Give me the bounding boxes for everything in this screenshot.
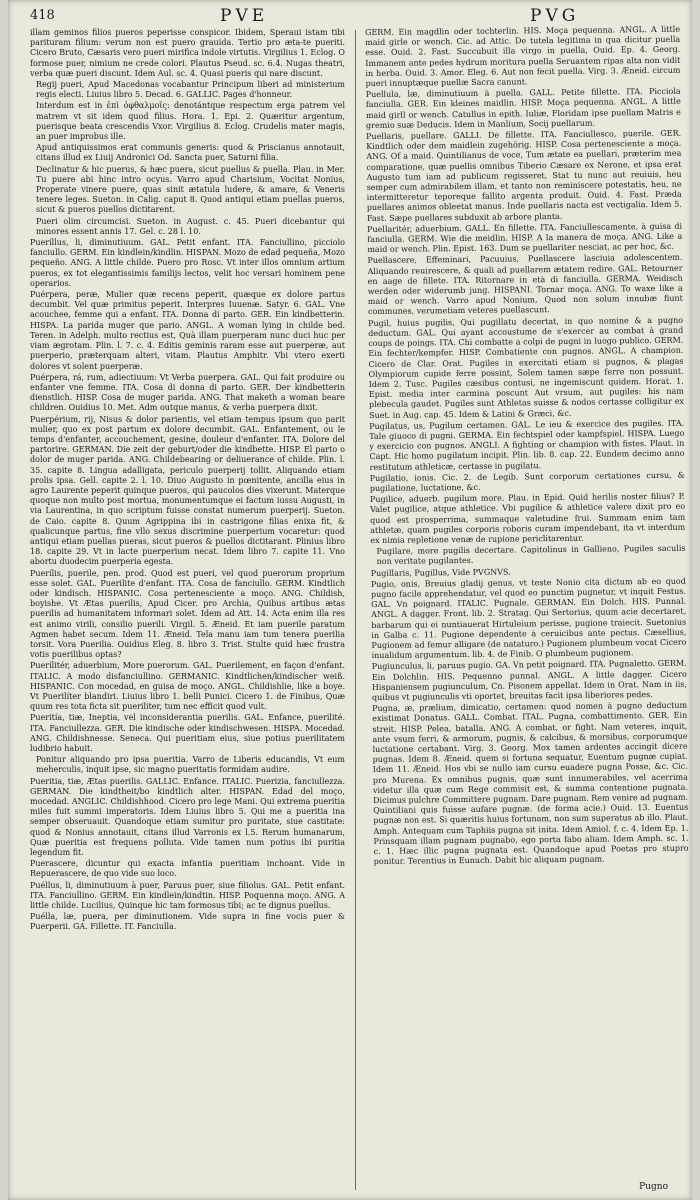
entry: Puerílitér, aduerbium, More puerorum. GAL. Puerilement, en façon d'enfant. ITALIC. A modo disfanciullino. GERMANIC. Kindtlichen/kindischer weiß. HISPANIC. Con mocedad, en guisa de moço. ANGL. Childishlie, like a boye. Vt Puerilíter blandiri. Liuius libro 1. belli Punici. Cicero 1. de Finibus, Quæ quum res tota ficta sit pueriliter, tum nec efficit quod vult. [30,661,345,712]
entry: Pugna, æ, prælium, dimicatio, certamen: quod nomen à pugno deductum existimat Donatus. GALL. Combat. ITAL. Pugna, combattimento. GER. Ein streit. HISP. Pelea, batalla. ANG. A combat, or fight. Nam veteres, inquit, ante vsum ferri, & armorum, pugnis, & calcibus, & morsibus, corporumque luctatione certabant. Virg. 3. Georg. Mox tamen ardentes accingit dicere pugnas. Idem 8. Æneid. quem si fortuna sequatur, Euentum pugnæ cupiat. Idem 11. Æneid. Hos vbi se nullo iam cursu euadere pugna Posse, &c. Cic. pro Murena. Ex omnibus pugnis, quæ sunt innumerabiles, vel acerrima videtur illa quæ cum Rege commisit est, & summa contentione pugnata. Dicimus pulchre Committere pugnam. Dare pugnam. Rem venire ad pugnam. Quintiliani quis fuisse aufare pugnæ. (de forma acie.) Ouid. 13. Euentus pugnæ non est. Si quæritis huius fortunam, non sum superatus ab illo. Plaut. Amph. Antequam cum Taphiis pugna sit inita. Idem Amiol. f. c. 4. Idem Ep. 1. Prinsquam illam pugnam pugnabo, ego porta fabo aliam. Idem Amph. sc. 1. c. 1. Hæc illic pugna pugnata est. Quandoque apud Poetas pro stupro ponitur. Terentius in Eunuch. Dabit hic aliquam pugnam. [372,700,689,867]
text-columns [30,24,689,1190]
entry: Pugiunculus, li, paruus pugio. GA. Vn petit poignard. ITA. Pugnaletto. GERM. Ein Dolchlin. HIS. Pequenno punnal. ANGL. A little dagger. Cicero Hispaniensem pugiunculum, Cn. Pisonem appellat. Idem in Orat. Nam in iis, quibus vt pugiunculis vti oportet, breuitas facit ipsa liberiores pedes. [371,659,687,702]
entry: Pugil, huius pugilis, Qui pugillatu decertat, in quo nomine & a pugno deductum. GAL. Qui ayant accoustume de s'exercer au combat à grand coups de poings. ITA. Chi combatte a colpi de pugni in luogo publico. GERM. Ein fechter/kempfer. HISP. Combatiente con pugnos. ANGL. A champion. Cicero de Clar. Orat. Pugiles in exercitati etiam si pugnos, & plagas Olympiorum cupide ferre possint, Solem tamen sæpe ferre non possunt. Idem 2. Tusc. Pugiles cæsibus contusi, ne ingemiscunt quidem. Horat. 1. Epist. media inter carmina poscunt Aut vrsum, aut pugiles: his nam plebecula gaudet. Pugiles sunt Athletas suisse & nodos certasse colligitur ex Suet. in Aug. cap. 45. Idem & Latini & Græci, &c. [368,315,684,420]
entry: Interdum est in ἐπὶ ὀφθαλμοῖς: denotántque respectum erga patrem vel matrem vt sit idem quod filius. Hora. 1. Epi. 2. Quæritur argentum, puerisque beata crescendis Vxor. Virgilius 8. Eclog. Crudelis mater magis, an puer improbus ille. [36,101,345,142]
entry: Pueri olim circumcisi. Sueton. in August. c. 45. Pueri dicebantur qui minores essent annis 17. Gel. c. 28 l. 10. [36,216,345,236]
entry: Pugillaris, Pugillus, Vide PVGNVS. [370,567,511,578]
catchword: Pugno [639,1182,668,1192]
page-number: 418 [30,8,55,23]
entry: Apud antiquissimos erat communis generis: quod & Priscianus annotauit, citans illud ex Liuij Andronici Od. Sancta puer, Saturni filia. [36,143,345,163]
entry: Pueritia, tiæ, Ætas puerilis. GALLIC. Enfance. ITALIC. Puerizia, fanciullezza. GERMAN. Die kindtheit/bo kindtlich alter. HISPAN. Edad del moço, mocedad. ANGLIC. Childishhood. Cicero pro lege Mani. Qui extrema pueritia miles fuit summi imperatoris. Idem Liuius libro 5. Qui me a pueritia ina semper obseruauit. Quandoque etiam sumitur pro puritate, siue castitate: quod & Nonius annotauit, citans illud Varronis ex l.5. Rerum humanarum, Quæ pueritia est frequens polluta. Vide tamen num potius ibi puritia legendum fit. [30,776,345,858]
entry: Pueritía, tiæ, Ineptia, vel inconsiderantia puerilis. GAL. Enfance, puerilité. ITA. Fanciullezza. GER. Die kindische oder kindischwesen. HISPA. Mocedad. ANG. Childishnesse. Seneca. Qui pueritiam eius, siue potius puerilitatem ludibrio habuit. [30,713,345,754]
entry: Puerascere, dicuntur qui exacta infantia pueritiam inchoant. Vide in Repuerascere, de quo vide suo loco. [30,859,345,879]
entry: Puéllus, li, diminutiuum à puer, Paruus puer, siue filiolus. GAL. Petit enfant. ITA. Fanciullino. GERM. Ein kindlein/kindtin. HISP. Poquenna moço. ANG. A little childe. Lucilius, Quinque hic tam formosus tibi; ac te dignus puellus. [30,880,345,911]
entry: Regij pueri, Apud Macedonas vocabantur Principum liberi ad ministerium regis electi. Liuius libro 5. Decad. 6. GALLIC. Pages d'honneur. [36,80,345,100]
entry: Ponitur aliquando pro ipsa pueritia. Varro de Liberis educandis, Vt eum meherculis, inquit ipse, sic magno pueritatis formidam audire. [36,755,345,775]
entry: Pugilatio, ionis. Cic. 2. de Legib. Sunt corporum certationes cursu, & pugilatione, luctatione, &c. [369,470,685,493]
entry: Pueríllus, li, diminutiuum. GAL. Petit enfant. ITA. Fanciullino, picciolo fanciullo. GERM. Ein kindlein/kindlin. HISPAN. Mozo de edad pequeña, Mozo pequeño. ANG. A little childe. Puero pro Rosc. Vt inter illos omnium artium pueros, ex tot elegantissimis familijs lectos, velit hoc versari hominem pene operarios. [30,238,345,288]
entry: Puellaritér, aduerbium. GALL. En fillette. ITA. Fanciullescamente, à guisa di fanciulla. GERM. Wie die meidlin. HISP. A la manera de moça. ANG. Like a maid or wench. Plin. Epist. 163. Dum se puellariter nesciat, ac per hoc, &c. [367,221,683,255]
column-divider [355,30,356,1190]
entry: Declinatur & hic puerus, & hæc puera, sicut puellus & puella. Plau. in Mer. Tu puere abi hinc intro ocyus. Varro apud Charisium, Vocitat Nonius, Properate vinere puere, quas sinit ætatula ludere, & amare, & Veneris tenere leges. Sueton. in Calig. caput 8. Quod antiqui etiam puellas pueros, sicut & pueros puellos dictitarent. [36,164,345,215]
dictionary-page [8,0,692,1200]
entry: Pugilare, more pugilis decertare. Capitolinus in Gallieno, Pugiles saculis non veritate pugilantes. [376,543,686,567]
entry: Puérpera, peræ, Mulier quæ recens peperit, quæque ex dolore partus decumbit. Vel quæ primitus peperit. Interpres Iuuenæ. Satyr. 6. GAL. Vne acouchee, femme qui a enfant. ITA. Donna di parto. GER. Ein kindbetterin. HISPA. La parida muger que pario. ANGL. A woman lying in childe bed. Teren. in Adelph. multo rectius est, Quà illam puerperam nunc duci huc per viam ægrotam. Plin. l. 7. c. 4. Editis geminis raram esse aut puerperæ, aut puerperio, præterquam alteri, vitam. Plautus Amphitr. Vbi vtero exerti dolores vt solent puerperæ. [30,290,345,371]
right-running-head: PVG [530,6,580,26]
entry: illam geminos filios pueros peperisse conspicor. Ibidem, Speraui istam tibi parituram filium: verum non est puero grauida. Tertio pro æta-te pueriti. Cicero Bruto, Cæsaris vero pueri mirifica indole virtutis. Virgilius 1. Eclog. O formose puer, nimium ne crede colori. Plautus Pseud. sc. 6.4. Nugas theatri, verba quæ pueri discunt. Idem Aul. sc. 4. Quasi pueris qui nare discunt. [30,28,345,78]
entry: Puellaris, puellare. GALLI. De fillette. ITA. Fanciullesco, puerile. GER. Kindtlich oder dem maidlein zugehörig. HISP. Cosa pertenesciente a moça. ANG. Of a maid. Quintilianus de voce, Tum ætate ea puellari, præterim mea comparatione, quæ puellis omnibus Tiberio Cæsare ex Nerone, et ipsa erat Augusto tum iam ad publicum regisseret, Stat tu nunc aut reuiuis, heu semper cum admirabilem illam, et tanto non reminiscere potestatis, heu, ne intermitteretur teporeque fallito argenta produit. Ouid. 4. Fast. Præda puellares animos obleetat manus. Inde puellaris nacta est vectigalia. Idem 5. Fast. Sæpe puellares subduxit ab arbore planta. [366,128,682,223]
entry: Puélla, læ, puera, per diminutionem. Vide supra in fine vocis puer & Puerperii. GA. Fillette. IT. Fanciulla. [30,912,345,932]
entry: Pugilatus, us, Pugilum certamen. GAL. Le ieu & exercice des pugiles. ITA. Tale giuoco di pugni. GERMA. Ein fechtspiel oder kampfspiel. HISPA. Luego y exercicio con pugnos. ANGLI. A fighting or champion with fistes. Plaut. in Capt. Hic homo pugilatum incipit. Plin. lib. 8. cap. 22. Eundem decimo anno restitutum athleticæ, certasse in pugilatu. [369,418,685,472]
entry: Puellula, læ, diminutiuum à puella. GALL. Petite fillette. ITA. Picciola fanciulla. GER. Ein kleines maidlin. HISP. Moça pequenna. ANGL. A little maid girll or wench. Catullus in epith. Iuliæ, Floridam ipse puellam Matris e gremio suæ Deducis. Idem in Manlium, Socij puellarum. [365,86,681,130]
right-column [365,25,692,1190]
running-header [30,6,674,28]
entry: Pugilice, aduerb. pugilum more. Plau. in Epid. Quid herilis noster filius? P. Valet pugilice, atque athletice. Vbi pugilice & athletice valere dixit pro eo quod est prosperrima, summaque valetudine frui. Summam enim tam athletæ, quam pugiles corporis roboris curam impendebant, ita vt interdum ex nimia repletione venæ de rupione periclitarentur. [369,491,686,545]
left-column [30,28,345,1190]
entry: Puerílis, puerile, pen. prod. Quod est pueri, vel quod puerorum proprium esse solet. GAL. Puerilite d'enfant. ITA. Cosa de fanciullo. GERM. Kindtlich oder kindisch. HISPANIC. Cosa pertenesciente a moço. ANG. Childish, boyishe. Vt Ætas puerilis, Apud Cicer. pro Archia, Quibus artibus ætas puerilis ad humanitatem informari solet. Idem ad Att. 14. Acta enim illa res est animo virili, consilio puerili. Virgil. 5. Æneid. Et iam puerile paratum Agmen habet secum. Idem 11. Æneid. Tela manu iam tum tenera puerilia torsit. Vora Puerilia. Ouidius Eleg. 8. libro 3. Trist. Stulte quid hæc frustra votis puerilibus optas? [30,568,345,660]
entry: GERM. Ein magdlin oder tochterlin. HIS. Moça pequenna. ANGL. A little maid girle or wench. Cic. ad Attic. De tutela legitima in qua dicitur puella esse. Ouid. 2. Fast. Succubuit illa virgo in puella, Ouid. Ep. 4. Georg. Immanem ante pedes hydrum moritura puella Seruantem ripas alta non vidit in herba. Ouid. 3. Amor. Eleg. 6. Aut non fecit puella. Virg. 3. Æneid. circum pueri innuptæque puellæ Sacra canunt. [365,24,681,89]
entry: Puérpera, rá, rum, adiectiuum: Vt Verba puerpera. GAL. Qui fait produire ou enfanter vne femme. ITA. Cosa di donna di parto. GER. Der kindbetterin dienstlich. HISP. Cosa de muger parida. ANG. That maketh a woman beare children. Ouidius 10. Met. Adm outque manus, & verba puerpera dixit. [30,372,345,413]
entry: Puerpérium, rij, Nisus & dolor parientis, vel etiam tempus ipsum quo parit mulier, quo ex post partum ex dolore decumbit. GAL. Enfantement, ou le temps d'enfanter, accouchement, gesine, douleur d'enfanter. ITA. Dolore del partorire. GERMAN. Die zeit der geburt/oder die kindbette. HISP. El parto o dolor de muger parida. ANG. Childebearing or deliuerance of childe. Plin. l. 35. capite 8. Lingua adalligata, periculo puerperij tollit. Aliquando etiam prolis ipsa. Gell. capite 2. l. 10. Diuo Augusto in pœnitente, ancilla eius in agro Laurente peperit quinque pueros, qui paucolos dies vixerunt. Materque quoque non multo post mortua, monumentumque ei factum iussu Augusti, in via Laurentina, in quo scriptum fuisse constat numerum puerperij. Sueton. de Caio. capite 8. Quum Agrippina ibi in castrigone filias enixa fit, & qualicunque partus, fine vllo sexus discrimine puerperium vocaretur: quod antiqui etiam puellas pueras, sicut pueros & puellos dictitarant. Plinius libro 18. capite 29. Vt in lacte puerperium necat. Idem libro 7. capite 11. Vno abortu duodecim puerperia egesta. [30,414,345,567]
entry: Puellascere, Effeminari, Pacuuius, Puellascere lasciuia adolescentem. Aliquando reuirescere, & quali ad puellarem ætatem redire. GAL. Retourner en aage de fillete. ITA. Ritornare in età di fanciulla. GERMA. Weidisch werden oder widerumb jung. HISPANI. Tornar moça. ANG. To waxe like a maid or wench. Varro apud Nonium, Quod non solum innubæ fiunt communes, verumetiam veteres puellascunt. [367,253,683,317]
left-running-head: PVE [220,6,269,26]
entry: Pugio, onis, Breuius gladij genus, vt teste Nonio cita dictum ab eo quod pugno facile apprehendatur, vel quod eo punctim pugnetur, vt inquit Festus. GAL. Vn poignard. ITALIC. Pugnale. GERMAN. Ein Dolch. HIS. Punnal. ANGL. A dagger. Front. lib. 2. Stratag. Qui Sertorius, quum acie decertaret, barbarum qui ei nuntiauerat Hirtuleium perisse, pugione traiecit. Suetonius in Galba c. 11. Pugione dependente à ceruicibus ante pectus. Cæsellius, Pugionem ad femur alligare (de nataturo.) Pugionem plumbeum vocat Cicero inualidum argumentum. lib. 4. de Finib. O plumbeum pugionem. [370,576,687,661]
